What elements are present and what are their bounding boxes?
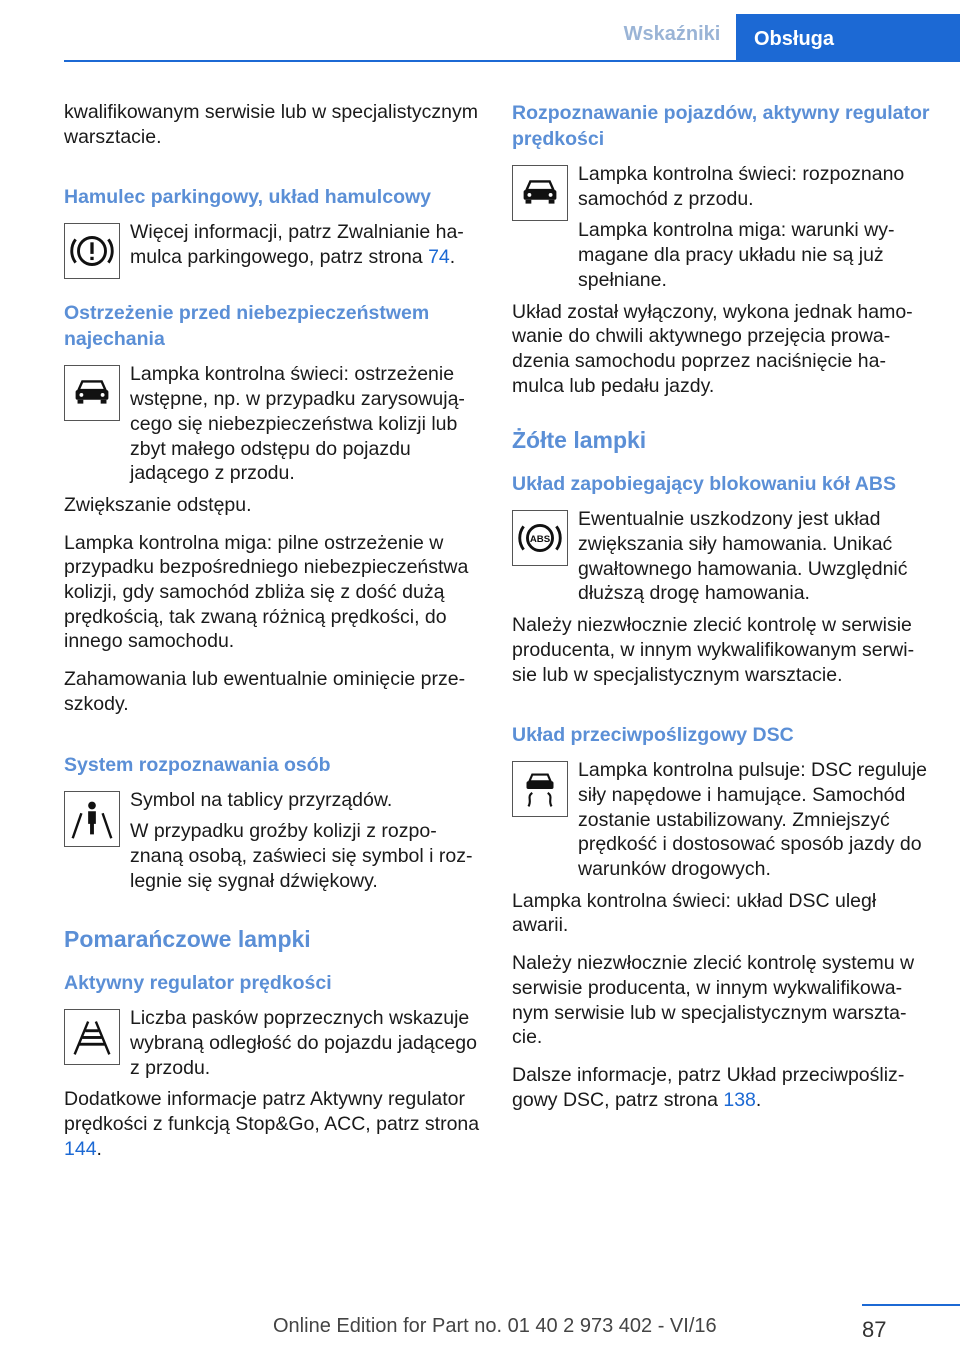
svg-text:ABS: ABS — [529, 534, 551, 546]
left-column — [64, 100, 482, 1175]
distance-bars-icon — [64, 1009, 120, 1065]
paragraph: Lampka kontrolna świeci: ostrzeżenie wstępne, np. w przypadku zarysowującego się niebezpieczeństwa kolizji lub zbyt małego odstępu do pojazdu jadącego z przodu. — [130, 363, 465, 485]
pedestrian-icon — [64, 791, 120, 847]
page-link-144[interactable]: 144 — [64, 1137, 97, 1160]
punctuation: . — [449, 246, 456, 269]
indicator-block — [512, 507, 930, 606]
footer-rule — [862, 1304, 960, 1306]
page-link-138[interactable]: 138 — [723, 1088, 756, 1111]
paragraph: Lampka kontrolna miga: warunki wymagane dla pracy układu nie są już spełniane. — [578, 219, 895, 291]
footer-edition-text: Online Edition for Part no. 01 40 2 973 402 - VI/16 — [273, 1315, 717, 1337]
car-warning-icon — [64, 365, 120, 421]
right-column — [512, 100, 930, 1125]
punctuation: . — [755, 1088, 762, 1111]
paragraph: W przypadku groźby kolizji z rozpoznaną osobą, zaświeci się symbol i rozlegnie się sygnał dźwiękowy. — [130, 820, 473, 892]
indicator-block — [64, 220, 482, 278]
indicator-block — [512, 162, 930, 293]
section-heading-orange: Pomarańczowe lampki — [64, 926, 311, 953]
paragraph-text: Dodatkowe informacje patrz Aktywny regulator prędkości z funkcją Stop&Go, ACC, patrz strona — [64, 1088, 480, 1136]
brake-warning-icon — [64, 223, 120, 279]
tab-wskazniki[interactable]: Wskaźniki — [623, 23, 721, 45]
car-detected-icon — [512, 165, 568, 221]
paragraph: Symbol na tablicy przyrządów. — [130, 788, 393, 811]
tab-obsluga[interactable]: Obsługa — [736, 14, 960, 60]
paragraph: Lampka kontrolna świeci: rozpoznano samochód z przodu. — [578, 163, 905, 210]
intro-paragraph: kwalifikowanym serwisie lub w specjalistycznym warsztacie. — [64, 101, 478, 148]
section-title: Rozpoznawanie pojazdów, aktywny regulator prędkości — [512, 102, 930, 150]
paragraph: Liczba pasków poprzecznych wskazuje wybraną odległość do pojazdu jadącego z przodu. — [130, 1007, 477, 1079]
indicator-block — [512, 758, 930, 882]
indicator-block — [64, 788, 482, 894]
paragraph: Należy niezwłocznie zlecić kontrolę systemu w serwisie producenta, w innym wykwalifikowanym serwisie lub w specjalistycznym warsztacie. — [512, 952, 915, 1049]
paragraph: Zwiększanie odstępu. — [64, 493, 252, 516]
paragraph: Lampka kontrolna świeci: układ DSC uległ awarii. — [512, 889, 877, 937]
page-header — [0, 0, 960, 62]
paragraph: Lampka kontrolna miga: pilne ostrzeżenie w przypadku bezpośredniego niebezpieczeństwa kolizji, gdy samochód zbliża się z dość dużą prędkością, tak zwaną różnicą prędkości, do innego samochodu. — [64, 531, 469, 653]
paragraph: Zahamowania lub ewentualnie ominięcie przeszkody. — [64, 668, 466, 715]
section-title: Układ przeciwpoślizgowy DSC — [512, 724, 794, 747]
page-number: 87 — [862, 1317, 887, 1342]
section-title: Ostrzeżenie przed niebezpieczeństwem najechania — [64, 302, 430, 351]
page-link-74[interactable]: 74 — [428, 246, 450, 269]
indicator-block — [64, 1006, 482, 1080]
section-heading-yellow: Żółte lampki — [512, 427, 647, 454]
section-title: System rozpoznawania osób — [64, 753, 331, 776]
section-title: Układ zapobiegający blokowaniu kół ABS — [512, 473, 896, 496]
paragraph: Należy niezwłocznie zlecić kontrolę w serwisie producenta, w innym wykwalifikowanym serwisie lub w specjalistycznym warsztacie. — [512, 614, 915, 686]
paragraph: Lampka kontrolna pulsuje: DSC reguluje siły napędowe i hamujące. Samochód zostanie ustabilizowany. Zmniejszyć prędkość i dostosować sposób jazdy do warunków drogowych. — [578, 759, 928, 881]
punctuation: . — [96, 1137, 102, 1160]
paragraph: Układ został wyłączony, wykona jednak hamowanie do chwili aktywnego przejęcia prowadzenia samochodu poprzez naciśnięcie hamulca lub pedału jazdy. — [512, 300, 913, 397]
header-rule — [64, 60, 960, 62]
dsc-skid-icon — [512, 761, 568, 817]
abs-icon — [512, 510, 568, 566]
paragraph-text: Dalsze informacje, patrz Układ przeciwpoślizgowy DSC, patrz strona — [512, 1063, 905, 1111]
section-title: Aktywny regulator prędkości — [64, 972, 332, 995]
section-title: Hamulec parkingowy, układ hamulcowy — [64, 186, 431, 209]
paragraph: Ewentualnie uszkodzony jest układ zwiększania siły hamowania. Unikać gwałtownego hamowania. Uwzględnić dłuższą drogę hamowania. — [578, 508, 908, 605]
indicator-block — [64, 362, 482, 486]
paragraph-text: Więcej informacji, patrz Zwalnianie hamulca parkingowego, patrz strona — [130, 221, 464, 269]
